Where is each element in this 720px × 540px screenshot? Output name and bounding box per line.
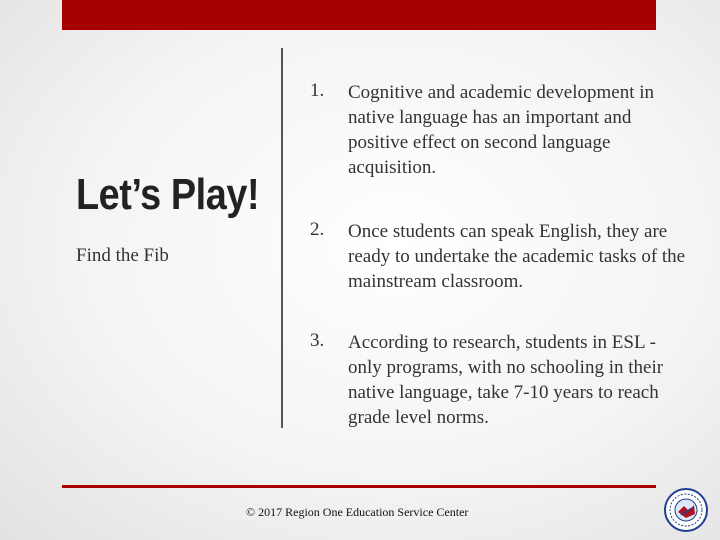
item-number: 3. (310, 330, 325, 351)
region-one-logo-icon (664, 488, 708, 532)
item-text: Once students can speak English, they are ready to undertake the academic tasks of the mainstream classroom. (348, 221, 686, 292)
slide-title: Let’s Play! (76, 170, 260, 219)
item-text: According to research, students in ESL -only programs, with no schooling in their native language, take 7-10 years to reach grade level norms. (348, 332, 664, 428)
copyright-text: © 2017 Region One Education Service Center (246, 505, 469, 519)
slide-subtitle: Find the Fib (76, 245, 169, 266)
item-number: 1. (310, 80, 325, 101)
item-text: Cognitive and academic development in native language has an important and positive effect on second language acquisition. (348, 82, 655, 178)
top-accent-bar (62, 0, 656, 30)
footer-divider (62, 485, 656, 488)
item-number: 2. (310, 219, 325, 240)
vertical-divider (281, 48, 283, 428)
